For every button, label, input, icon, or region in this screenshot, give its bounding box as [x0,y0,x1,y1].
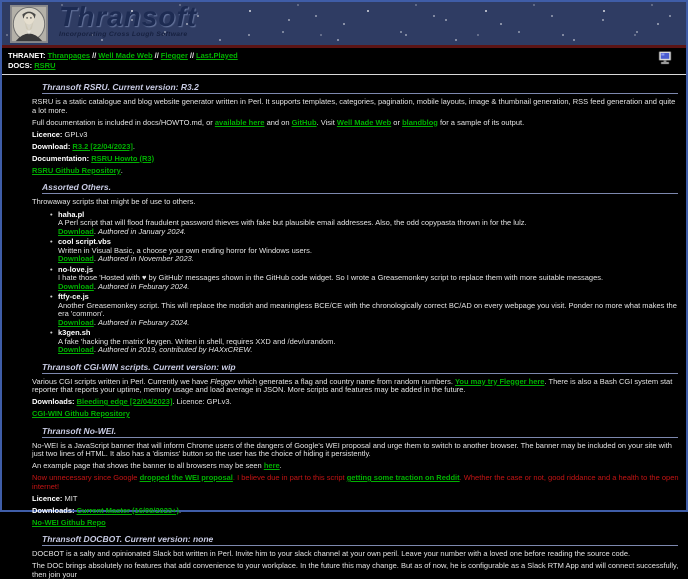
cgiwin-intro-paragraph: Various CGI scripts written in Perl. Currently we have Flegger which generates a flag and country name from random numbers. You may try Flegger here. There is also a Bash CGI system stat reporter that reports your uptime, memory usage and load average in JSON. More scripts and features may be added in the future. [32,376,673,394]
text-link[interactable]: RSRU Howto (R3) [91,153,155,163]
site-header [2,2,686,45]
rsru-licence-line: Licence: GPLv3 [32,129,88,139]
script-name: • haha.pl [58,209,85,219]
nowei-deprecation-notice [32,474,680,491]
section-heading-cgiwin: Thransoft CGI-WIN scripts. Current version: wip [42,362,678,374]
text-span: Downloads: [32,397,75,406]
text-span: Authored in January 2024. [98,226,186,236]
text-link[interactable]: Download [58,254,94,263]
nav-link-flegger[interactable]: Flegger [160,51,188,60]
text-link[interactable]: Download [58,281,94,291]
nav-docs-label: DOCS: [8,61,33,70]
script-footer: Download. Authored in November 2023. [58,254,194,263]
nav-separator: // [189,51,195,60]
script-list-item-no-love [58,266,680,292]
text-span: Licence: [32,129,63,139]
script-footer: Download. Authored in 2019, contributed by HAXxCREW. [58,345,253,354]
text-span: Authored in Feburary 2024. [98,281,190,291]
text-link[interactable]: You may try Flegger here [454,376,545,386]
nav-docs-row [8,61,680,71]
main-nav [2,48,686,75]
nav-link-thranpages[interactable]: Thranpages [47,51,91,60]
section-heading-nowei: Thransoft No-WEI. [42,426,678,438]
text-link[interactable]: available here [214,117,265,127]
script-description: I hate those 'Hosted with ♥ by GitHub' messages shown in the GitHub code widget. So I wrote a Greasemonkey script to replace them with more suitable messages. [58,273,604,282]
text-span: Authored in 2019, contributed by HAXxCREW. [98,345,253,354]
script-footer: Download. Authored in Feburary 2024. [58,317,190,327]
text-link[interactable]: Download [58,226,94,236]
rsru-intro-paragraph: RSRU is a static catalogue and blog website generator written in Perl. It supports templates, categories, pagination, mobile layouts, image & thumbnail generation, RSS feed generation and quite a lot more. [32,97,676,115]
text-link[interactable]: No-WEI Github Repo [32,517,106,527]
nav-link-rsru-docs[interactable]: RSRU [34,61,56,70]
nowei-licence-line: Licence: MIT [32,493,78,503]
script-list-item-coolscript [58,238,680,264]
cgiwin-repo-line [32,410,680,419]
nowei-intro-paragraph: No-WEI is a JavaScript banner that will inform Chrome users of the dangers of Google's WEI proposal and urge them to switch to another browser. The banner may be included on your site with just two lines of HTML. It also has a 'dismiss' button so the user has the choice of hiding it persistently. [32,440,672,458]
text-link[interactable]: CGI-WIN Github Repository [32,409,130,418]
nowei-repo-line [32,519,680,528]
script-footer: Download. Authored in Feburary 2024. [58,281,190,291]
section-heading-assorted-others: Assorted Others. [42,182,678,194]
text-link[interactable]: Well Made Web [336,117,392,127]
script-list-item-k3gen [58,329,680,355]
text-link[interactable]: GitHub [291,117,317,127]
page-content [2,75,686,579]
text-link[interactable]: Bleeding edge [22/04/2023] [76,397,173,406]
text-span: Flegger [210,376,236,386]
section-heading-docbot: Thransoft DOCBOT. Current version: none [42,534,678,546]
script-list-item-haha [58,211,680,237]
text-link[interactable]: Download [58,317,94,327]
text-span: Downloads: [32,505,75,515]
nowei-downloads-line: Downloads: Current Master (16/08/2023+). [32,505,182,515]
text-span: Licence: [32,493,63,503]
nav-link-last-played[interactable]: Last.Played [196,51,238,60]
text-span: Authored in November 2023. [98,254,194,263]
nav-separator: // [154,51,159,60]
docbot-features-paragraph: The DOC brings absolutely no features that add convenience to your workplace. In the future this may change. But as of now, he is configurable as a Slack RTM App and will connect successfully, then join your [32,561,679,579]
text-span: Download: [32,141,71,151]
section-heading-rsru: Thransoft RSRU. Current version: R3.2 [42,82,678,94]
script-list [32,211,680,355]
rsru-documentation-line [32,155,680,164]
text-link[interactable]: here [263,461,280,470]
text-link[interactable]: R3.2 [22/04/2023] [72,141,133,151]
script-name: • ftfy-ce.js [58,292,89,301]
site-subtitle: Incorporating Cross Lough Software [59,31,188,38]
founder-portrait-image [9,5,49,43]
text-link[interactable]: RSRU Github Repository [32,165,121,175]
nav-link-well-made-web[interactable]: Well Made Web [98,51,153,60]
site-title: Thransoft [59,1,198,32]
site-logo [59,2,197,38]
text-span: Now unnecessary since Google [32,473,140,482]
script-name: • no-love.js [58,264,94,274]
text-link[interactable]: dropped the WEI proposal [139,473,233,482]
nav-thranet-row [8,51,680,61]
text-span: Authored in Feburary 2024. [98,317,190,327]
script-name: • k3gen.sh [58,328,91,337]
text-link[interactable]: Download [58,345,94,354]
script-name: • cool script.vbs [58,237,111,246]
script-list-item-ftfy [58,293,680,327]
rsru-docs-paragraph: Full documentation is included in docs/HOWTO.md, or available here and on GitHub. Visit Well Made Web or blandblog for a sample of its output. [32,117,525,127]
computer-icon[interactable] [658,51,672,65]
text-span: Documentation: [32,153,90,163]
nav-thranet-label: THRANET: [8,51,46,60]
script-description: Written in Visual Basic, a choose your own ending horror for Windows users. [58,245,313,255]
rsru-repo-line: RSRU Github Repository. [32,165,123,175]
nowei-example-line: An example page that shows the banner to all browsers may be seen here. [32,461,282,470]
nav-separator: // [92,51,97,60]
script-description: A Perl script that will flood fraudulent password thieves with fake but plausible email addresses. Also, the odd copypasta thrown in for the lulz. [58,218,527,227]
text-span: . Whether the case or not, good riddance and a health to the open internet! [32,473,679,491]
text-span: . I believe due in part to this script [232,473,347,482]
script-description: A fake 'hacking the matrix' keygen. Writen in shell, requires XXD and /dev/urandom. [58,336,336,346]
rsru-download-line: Download: R3.2 [22/04/2023]. [32,141,135,151]
script-footer: Download. Authored in January 2024. [58,226,186,236]
others-intro-paragraph: Throwaway scripts that might be of use to others. [32,197,196,206]
docbot-intro-paragraph: DOCBOT is a salty and opinionated Slack bot written in Perl. Invite him to your slack channel at your own peril. Leave your number with a loved one before reading the source code. [32,549,631,558]
cgiwin-downloads-line: Downloads: Bleeding edge [22/04/2023]. Licence: GPLv3. [32,397,232,406]
script-description: Another Greasemonkey script. This will replace the modish and meaningless BCE/CE with the chronologically correct BC/AD on every webpage you visit. Ponder no more what makes the era 'common'. [58,300,677,318]
text-link[interactable]: getting some traction on Reddit [346,473,460,482]
text-link[interactable]: Current Master (16/08/2023+) [76,505,179,515]
text-link[interactable]: blandblog [402,117,438,127]
